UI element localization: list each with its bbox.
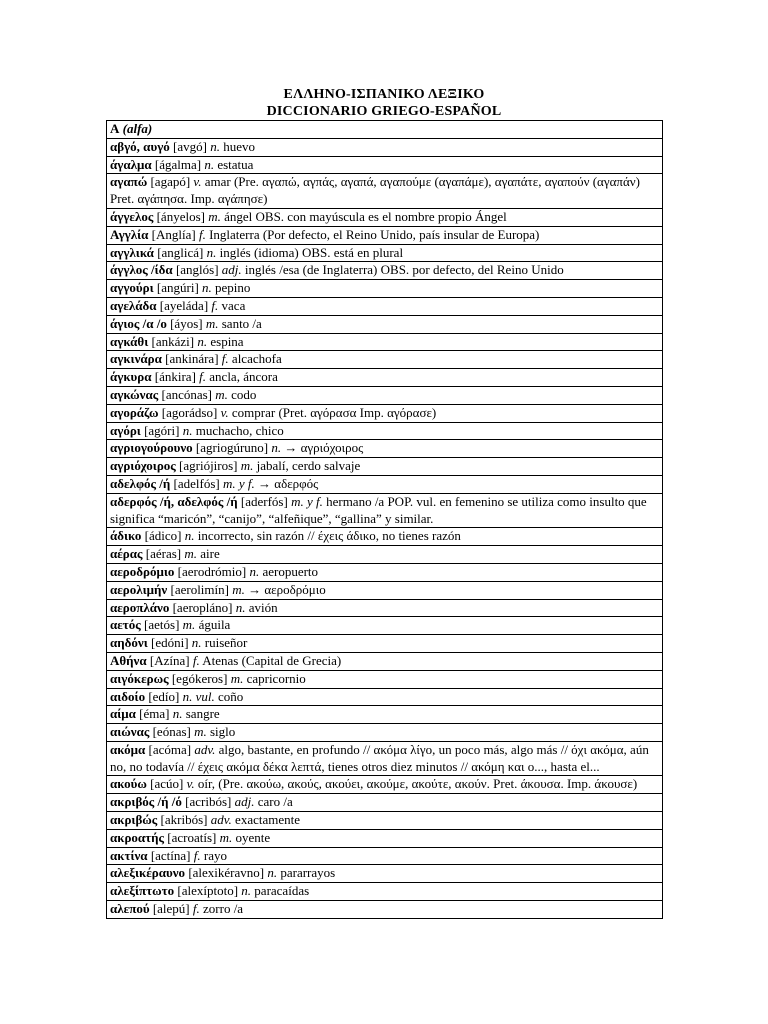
entry-headword: Αθήνα — [110, 652, 147, 668]
entry-pronunciation: [aetós] — [144, 617, 180, 633]
entry-cell — [107, 617, 663, 635]
table-row — [107, 617, 663, 635]
table-row — [107, 652, 663, 670]
entry-definition: aire — [200, 546, 220, 562]
entry-definition: ruiseñor — [204, 635, 248, 651]
entry-headword: αλεπού — [110, 901, 150, 917]
table-row — [107, 741, 663, 776]
table-row — [107, 493, 663, 528]
entry-headword: ακόμα — [110, 741, 146, 757]
entry-cell — [107, 581, 663, 599]
entry-definition: avión — [248, 599, 278, 615]
entry-cell — [107, 156, 663, 174]
entry-definition: inglés /esa (de Inglaterra) OBS. por defecto, del Reino Unido — [244, 262, 564, 278]
entry-pronunciation: [ánkira] — [154, 369, 196, 385]
entry-pronunciation: [avgó] — [173, 138, 207, 154]
entry-part-of-speech: v. — [220, 404, 229, 420]
entry-cell — [107, 475, 663, 493]
entry-part-of-speech: adj. — [234, 794, 255, 810]
entry-part-of-speech: n. — [184, 528, 195, 544]
entry-headword: άδικο — [110, 528, 142, 544]
table-row — [107, 706, 663, 724]
entry-definition: coño — [218, 688, 244, 704]
entry-pronunciation: [agorádso] — [161, 404, 218, 420]
entry-part-of-speech: m. — [182, 617, 196, 633]
entry-part-of-speech: n. — [235, 599, 246, 615]
entry-definition: comprar (Pret. αγόρασα Imp. αγόρασε) — [231, 404, 437, 420]
entry-pronunciation: [egókeros] — [171, 670, 228, 686]
entry-pronunciation: [Anglía] — [151, 226, 196, 242]
entry-headword: αετός — [110, 617, 141, 633]
entry-headword: ακροατής — [110, 829, 165, 845]
table-row — [107, 208, 663, 226]
entry-part-of-speech: m. y f. — [291, 493, 323, 509]
table-row — [107, 262, 663, 280]
entry-definition: siglo — [210, 724, 236, 740]
table-row — [107, 297, 663, 315]
entry-headword: αγριογούρουνο — [110, 440, 193, 456]
entry-headword: αγοράζω — [110, 404, 159, 420]
table-row — [107, 458, 663, 476]
entry-definition: ángel OBS. con mayúscula es el nombre propio Ángel — [224, 208, 507, 224]
entry-headword: αγόρι — [110, 422, 141, 438]
entry-part-of-speech: m. — [240, 458, 254, 474]
entry-headword: αλεξίπτωτο — [110, 883, 175, 899]
entry-cell — [107, 670, 663, 688]
entry-pronunciation: [aerolimín] — [170, 581, 229, 597]
entry-pronunciation: [acroatís] — [167, 829, 217, 845]
entry-part-of-speech: m. y f. — [223, 475, 255, 491]
entry-pronunciation: [anglós] — [175, 262, 219, 278]
entry-pronunciation: [aéras] — [145, 546, 182, 562]
entry-headword: αγελάδα — [110, 297, 157, 313]
entry-part-of-speech: m. — [232, 581, 245, 597]
entry-pronunciation: [agriogúruno] — [195, 440, 269, 456]
table-row — [107, 386, 663, 404]
entry-headword: άγγελος — [110, 208, 154, 224]
entry-part-of-speech: f. — [199, 369, 207, 385]
entry-pronunciation: [acóma] — [148, 741, 192, 757]
entry-headword: αγκινάρα — [110, 351, 162, 367]
entry-cell — [107, 280, 663, 298]
entry-cell — [107, 333, 663, 351]
entry-part-of-speech: n. — [191, 635, 202, 651]
entry-headword: αγκώνας — [110, 386, 159, 402]
table-row — [107, 475, 663, 493]
entry-pronunciation: [adelfós] — [173, 475, 220, 491]
entry-cell — [107, 440, 663, 458]
entry-headword: ακούω — [110, 776, 147, 792]
entry-part-of-speech: n. — [182, 422, 193, 438]
entry-pronunciation: [ádico] — [144, 528, 182, 544]
entry-cell — [107, 315, 663, 333]
entry-definition: águila — [198, 617, 231, 633]
entry-definition: pararrayos — [280, 865, 336, 881]
entry-headword: αγαπώ — [110, 174, 148, 190]
table-row — [107, 422, 663, 440]
entry-pronunciation: [éma] — [139, 706, 170, 722]
entry-pronunciation: [anglicá] — [157, 244, 204, 260]
entry-definition: capricornio — [246, 670, 306, 686]
entry-definition: muchacho, chico — [195, 422, 284, 438]
table-row — [107, 670, 663, 688]
entry-pronunciation: [ankinára] — [165, 351, 219, 367]
entry-cell — [107, 458, 663, 476]
entry-definition: amar (Pre. αγαπώ, αγπάς, αγαπά, αγαπούμε (αγαπάμε), αγαπάτε, αγαπούν (αγαπάν) Pret. αγάπησα. Imp. αγάπησε) — [110, 174, 640, 207]
entry-definition: aeropuerto — [262, 563, 319, 579]
table-row — [107, 369, 663, 387]
entry-headword: άγκυρα — [110, 369, 152, 385]
entry-cell — [107, 369, 663, 387]
entry-cell — [107, 776, 663, 794]
entry-part-of-speech: adv. — [194, 741, 216, 757]
entry-headword: αλεξικέραυνο — [110, 865, 186, 881]
entry-definition: algo, bastante, en profundo // ακόμα λίγο, un poco más, algo más // όχι ακόμα, aún no, no todavía // έχεις ακόμα δέκα λεπτά, tienes otros diez minutos // ακόμη και ο..., hasta el... — [110, 741, 649, 774]
entry-definition: codo — [231, 386, 257, 402]
entry-definition: → αγριόχοιρος — [284, 440, 364, 456]
entry-headword: αιγόκερως — [110, 670, 169, 686]
entry-definition: exactamente — [235, 812, 301, 828]
entry-definition: huevo — [223, 138, 255, 154]
entry-headword: αίμα — [110, 706, 136, 722]
table-row — [107, 440, 663, 458]
entry-part-of-speech: m. — [219, 829, 233, 845]
entry-pronunciation: [alexíptoto] — [177, 883, 239, 899]
entry-definition: vaca — [221, 297, 246, 313]
table-row — [107, 138, 663, 156]
entry-headword: αγγούρι — [110, 280, 154, 296]
entry-pronunciation: [ankázi] — [151, 333, 195, 349]
entry-headword: αεροπλάνο — [110, 599, 170, 615]
entry-pronunciation: [acribós] — [185, 794, 232, 810]
table-row — [107, 794, 663, 812]
entry-part-of-speech: m. — [194, 724, 207, 740]
entry-headword: άγιος /α /ο — [110, 315, 167, 331]
entry-cell — [107, 847, 663, 865]
table-row — [107, 280, 663, 298]
entry-headword: αιώνας — [110, 724, 150, 740]
entry-cell — [107, 829, 663, 847]
entry-part-of-speech: f. — [192, 901, 200, 917]
table-row — [107, 546, 663, 564]
entry-cell — [107, 635, 663, 653]
entry-pronunciation: [ányelos] — [156, 208, 205, 224]
entry-pronunciation: [aerodrómio] — [177, 563, 247, 579]
entry-pronunciation: [ayeláda] — [159, 297, 209, 313]
entry-cell — [107, 297, 663, 315]
entry-part-of-speech: n. — [241, 883, 252, 899]
entry-cell — [107, 812, 663, 830]
title-spanish: DICCIONARIO GRIEGO-ESPAÑOL — [266, 104, 502, 119]
entry-part-of-speech: m. — [215, 386, 228, 402]
entry-cell — [107, 865, 663, 883]
entry-cell — [107, 688, 663, 706]
table-row — [107, 333, 663, 351]
entry-definition: paracaídas — [254, 883, 310, 899]
entry-part-of-speech: f. — [192, 652, 200, 668]
entry-pronunciation: [angúri] — [156, 280, 199, 296]
entry-definition: Inglaterra (Por defecto, el Reino Unido, país insular de Europa) — [209, 226, 540, 242]
entry-pronunciation: [áyos] — [170, 315, 203, 331]
entry-pronunciation: [ágalma] — [154, 156, 202, 172]
entry-cell — [107, 741, 663, 776]
entry-cell — [107, 208, 663, 226]
entry-part-of-speech: n. — [204, 156, 215, 172]
entry-cell — [107, 546, 663, 564]
table-row — [107, 351, 663, 369]
entry-definition: hermano /a POP. vul. en femenino se utiliza como insulto que significa “maricón”, “canijo”, “alfeñique”, “gallina” y similar. — [110, 493, 647, 526]
entry-definition: inglés (idioma) OBS. está en plural — [219, 244, 404, 260]
entry-pronunciation: [alexikéravno] — [188, 865, 265, 881]
entry-part-of-speech: v. — [193, 174, 202, 190]
table-row — [107, 226, 663, 244]
table-row — [107, 563, 663, 581]
table-row — [107, 829, 663, 847]
entry-cell — [107, 351, 663, 369]
entry-definition: zorro /a — [203, 901, 244, 917]
entry-definition: → αεροδρόμιο — [248, 581, 326, 597]
entry-cell — [107, 404, 663, 422]
entry-definition: rayo — [203, 847, 227, 863]
table-row — [107, 156, 663, 174]
table-row — [107, 528, 663, 546]
entry-part-of-speech: m. — [184, 546, 198, 562]
entry-part-of-speech: n. vul. — [182, 688, 215, 704]
entry-definition: incorrecto, sin razón // έχεις άδικο, no tienes razón — [197, 528, 461, 544]
entry-part-of-speech: n. — [172, 706, 183, 722]
section-header-cell — [107, 121, 663, 139]
entry-part-of-speech: f. — [221, 351, 229, 367]
entry-definition: estatua — [217, 156, 254, 172]
entry-part-of-speech: n. — [249, 563, 260, 579]
table-row — [107, 404, 663, 422]
entry-definition: oír, (Pre. ακούω, ακούς, ακούει, ακούμε, ακούτε, ακούν. Pret. άκουσα. Imp. άκουσε) — [197, 776, 638, 792]
entry-cell — [107, 244, 663, 262]
table-row — [107, 883, 663, 901]
entry-definition: pepino — [215, 280, 251, 296]
entry-definition: jabalí, cerdo salvaje — [256, 458, 361, 474]
entry-part-of-speech: n. — [197, 333, 208, 349]
entry-headword: αβγό, αυγό — [110, 138, 170, 154]
entry-headword: αέρας — [110, 546, 143, 562]
entry-definition: santo /a — [221, 315, 262, 331]
entry-pronunciation: [eónas] — [152, 724, 191, 740]
entry-part-of-speech: f. — [198, 226, 206, 242]
section-name: (alfa) — [122, 121, 153, 136]
entry-pronunciation: [agapó] — [150, 174, 191, 190]
entry-cell — [107, 528, 663, 546]
entry-part-of-speech: n. — [210, 138, 220, 154]
entry-cell — [107, 794, 663, 812]
table-row — [107, 581, 663, 599]
entry-headword: ακριβός /ή /ό — [110, 794, 182, 810]
entry-pronunciation: [edío] — [148, 688, 180, 704]
entry-pronunciation: [agóri] — [144, 422, 180, 438]
table-row — [107, 865, 663, 883]
entry-headword: ακτίνα — [110, 847, 148, 863]
entry-headword: αεροδρόμιο — [110, 563, 175, 579]
entry-pronunciation: [agriójiros] — [179, 458, 238, 474]
entry-definition: alcachofa — [231, 351, 282, 367]
section-header-row — [107, 121, 663, 139]
entry-pronunciation: [Azína] — [149, 652, 190, 668]
entry-definition: sangre — [185, 706, 220, 722]
entry-cell — [107, 174, 663, 209]
entry-headword: αερολιμήν — [110, 581, 168, 597]
entry-definition: → αδερφός — [258, 475, 319, 491]
entry-definition: caro /a — [257, 794, 293, 810]
entry-cell — [107, 226, 663, 244]
entry-part-of-speech: m. — [205, 315, 219, 331]
table-row — [107, 901, 663, 919]
table-row — [107, 847, 663, 865]
entry-part-of-speech: adj. — [221, 262, 242, 278]
entry-headword: αδελφός /ή — [110, 475, 171, 491]
entry-headword: Αγγλία — [110, 226, 149, 242]
table-row — [107, 724, 663, 742]
entry-cell — [107, 563, 663, 581]
entry-part-of-speech: m. — [208, 208, 221, 224]
table-row — [107, 599, 663, 617]
entry-headword: αγκάθι — [110, 333, 149, 349]
title-greek: ΕΛΛΗΝΟ-ΙΣΠΑΝΙΚΟ ΛΕΞΙΚΟ — [283, 87, 485, 102]
entry-headword: αηδόνι — [110, 635, 148, 651]
entry-pronunciation: [actína] — [150, 847, 191, 863]
entry-headword: αγριόχοιρος — [110, 458, 176, 474]
entry-headword: αιδοίο — [110, 688, 146, 704]
entry-headword: αγγλικά — [110, 244, 154, 260]
entry-definition: ancla, áncora — [209, 369, 278, 385]
entry-pronunciation: [aeropláno] — [172, 599, 233, 615]
entry-cell — [107, 901, 663, 919]
table-row — [107, 174, 663, 209]
section-letter: A — [110, 121, 120, 136]
entry-cell — [107, 493, 663, 528]
entry-headword: άγαλμα — [110, 156, 152, 172]
entry-part-of-speech: adv. — [210, 812, 232, 828]
dictionary-table — [106, 120, 663, 919]
entry-definition: espina — [210, 333, 244, 349]
entry-headword: αδερφός /ή, αδελφός /ή — [110, 493, 238, 509]
table-row — [107, 812, 663, 830]
entry-pronunciation: [aderfós] — [240, 493, 288, 509]
entry-pronunciation: [edóni] — [150, 635, 189, 651]
entry-part-of-speech: m. — [230, 670, 244, 686]
entry-pronunciation: [ancónas] — [161, 386, 213, 402]
entry-definition: Atenas (Capital de Grecia) — [202, 652, 342, 668]
entry-pronunciation: [alepú] — [152, 901, 190, 917]
table-row — [107, 776, 663, 794]
table-row — [107, 688, 663, 706]
entry-part-of-speech: n. — [206, 244, 217, 260]
entry-pronunciation: [acúo] — [150, 776, 184, 792]
entry-cell — [107, 599, 663, 617]
entry-definition: oyente — [235, 829, 271, 845]
entry-part-of-speech: n. — [202, 280, 212, 296]
entry-cell — [107, 422, 663, 440]
entry-headword: ακριβώς — [110, 812, 158, 828]
entry-cell — [107, 386, 663, 404]
entry-cell — [107, 706, 663, 724]
table-row — [107, 635, 663, 653]
entry-part-of-speech: f. — [193, 847, 201, 863]
entry-cell — [107, 262, 663, 280]
entry-cell — [107, 883, 663, 901]
entry-cell — [107, 724, 663, 742]
entry-cell — [107, 652, 663, 670]
entry-part-of-speech: n. — [271, 440, 282, 456]
entry-headword: άγγλος /ίδα — [110, 262, 173, 278]
entry-part-of-speech: f. — [211, 297, 219, 313]
entry-part-of-speech: n. — [267, 865, 278, 881]
table-row — [107, 315, 663, 333]
entry-part-of-speech: v. — [186, 776, 195, 792]
table-row — [107, 244, 663, 262]
entry-cell — [107, 138, 663, 156]
entry-pronunciation: [akribós] — [160, 812, 208, 828]
